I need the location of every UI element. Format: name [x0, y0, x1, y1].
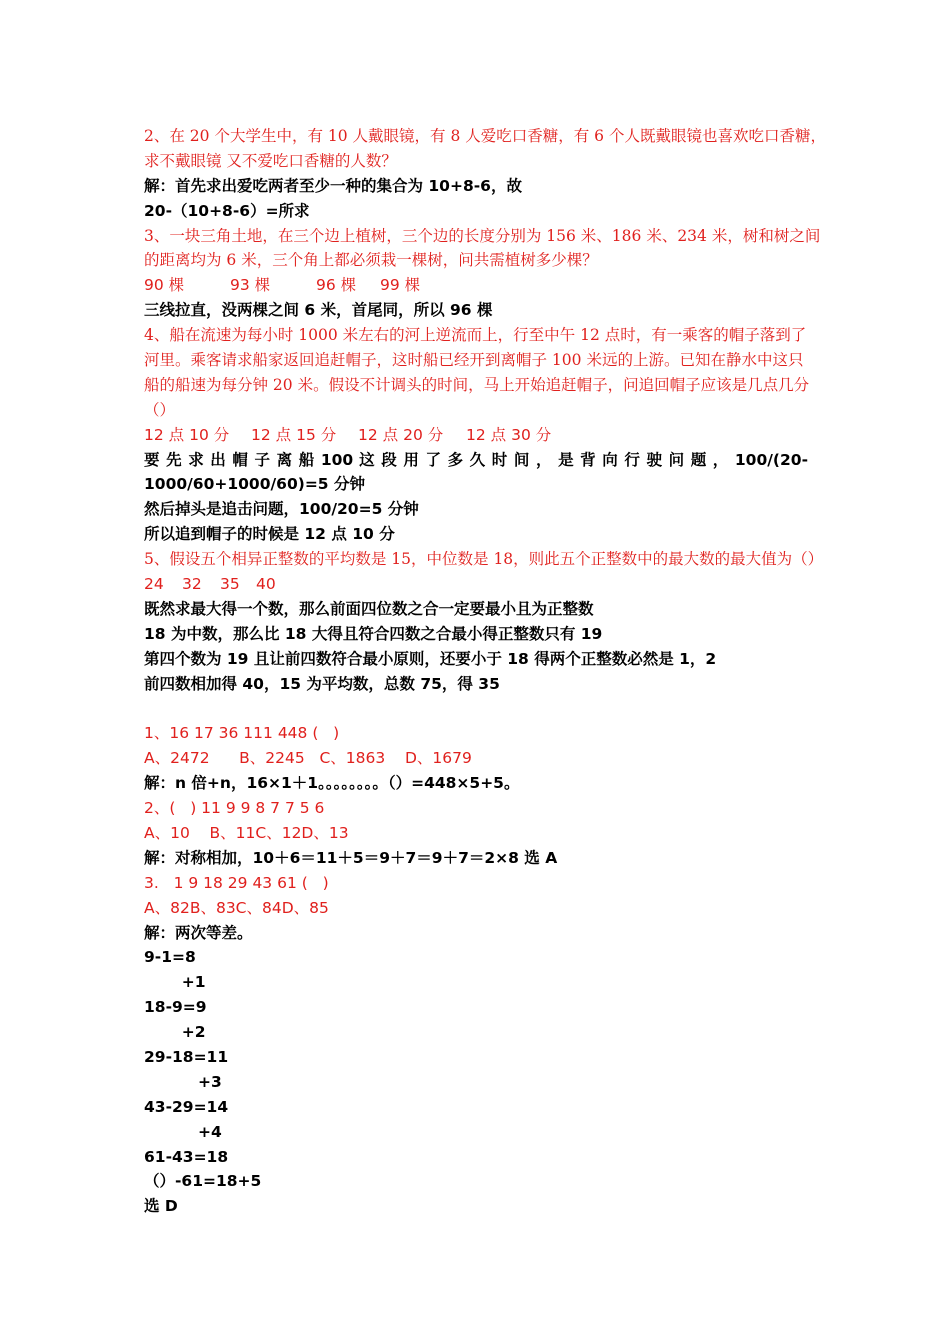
- s3-step: （）-61=18+5: [144, 1172, 262, 1191]
- q2-solution-line-2: 20-（10+8-6）=所求: [144, 201, 310, 220]
- q2-solution-line-1: 解：首先求出爱吃两者至少一种的集合为 10+8-6，故: [144, 176, 522, 195]
- document-page: [144, 124, 826, 1219]
- q3-option-b: 93 棵: [230, 276, 271, 295]
- s3-step: 18-9=9: [144, 998, 207, 1017]
- q3-question-line-2: 的距离均为 6 米，三个角上都必须栽一棵树，问共需植树多少棵？: [144, 251, 598, 270]
- q4-option-b: 12 点 15 分: [251, 425, 337, 444]
- q4-option-c: 12 点 20 分: [358, 425, 444, 444]
- s3-step: +1: [144, 973, 206, 992]
- q4-solution-line-1: 要 先 求 出 帽 子 离 船 100 这 段 用 了 多 久 时 间 ， 是 背 向 行 驶 问 题 ， 100/(20-: [144, 450, 808, 469]
- s3-options: A、82B、83C、84D、85: [144, 898, 329, 917]
- q4-solution-line-3: 然后掉头是追击问题，100/20=5 分钟: [144, 500, 419, 519]
- q5-solution-line-1: 既然求最大得一个数，那么前面四位数之合一定要最小且为正整数: [144, 599, 594, 618]
- q4-solution-line-2: 1000/60+1000/60)=5 分钟: [144, 475, 365, 494]
- q5-solution-line-3: 第四个数为 19 且让前四数符合最小原则，还要小于 18 得两个正整数必然是 1，2: [144, 649, 717, 668]
- s3-step: 9-1=8: [144, 948, 196, 967]
- section-spacer: [144, 696, 808, 721]
- s3-solution-intro: 解：两次等差。: [144, 923, 253, 942]
- q3-option-a: 90 棵: [144, 276, 185, 295]
- q5-option-c: 35: [220, 575, 240, 594]
- q5-solution-line-2: 18 为中数，那么比 18 大得且符合四数之合最小得正整数只有 19: [144, 624, 603, 643]
- q4-solution-line-4: 所以追到帽子的时候是 12 点 10 分: [144, 525, 395, 544]
- s3-step: +2: [144, 1023, 206, 1042]
- q5-option-d: 40: [256, 575, 276, 594]
- s2-options: A、10 B、11C、12D、13: [144, 823, 349, 842]
- q3-option-d: 99 棵: [380, 276, 421, 295]
- q5-options: [144, 572, 808, 597]
- q4-question-line-2: 河里。乘客请求船家返回追赶帽子，这时船已经开到离帽子 100 米远的上游。已知在静水中这只: [144, 351, 804, 370]
- q4-option-d: 12 点 30 分: [466, 425, 552, 444]
- q5-question: 5、假设五个相异正整数的平均数是 15，中位数是 18，则此五个正整数中的最大数的最大值为（）: [144, 550, 824, 569]
- s3-step: 61-43=18: [144, 1147, 229, 1166]
- q4-question-line-3: 船的船速为每分钟 20 米。假设不计调头的时间，马上开始追赶帽子，问追回帽子应该是几点几分: [144, 375, 810, 394]
- s1-options: A、2472 B、2245 C、1863 D、1679: [144, 749, 472, 768]
- q3-question-line-1: 3、一块三角土地，在三个边上植树，三个边的长度分别为 156 米、186 米、234 米，树和树之间: [144, 226, 821, 245]
- s3-step: 29-18=11: [144, 1047, 229, 1066]
- s3-step: 43-29=14: [144, 1097, 229, 1116]
- q2-question-line-2: 求不戴眼镜 又不爱吃口香糖的人数？: [144, 151, 397, 170]
- s1-solution: 解：n 倍+n，16×1＋1。。。。。。。。（）=448×5+5。: [144, 774, 520, 793]
- q3-options: [144, 273, 808, 298]
- s3-answer: 选 D: [144, 1197, 178, 1216]
- q5-solution-line-4: 前四数相加得 40，15 为平均数，总数 75，得 35: [144, 674, 500, 693]
- s2-question: 2、( ) 11 9 9 8 7 7 5 6: [144, 799, 325, 818]
- q3-option-c: 96 棵: [316, 276, 357, 295]
- s1-question: 1、16 17 36 111 448 ( ): [144, 724, 340, 743]
- q5-option-b: 32: [182, 575, 202, 594]
- q4-question-line-1: 4、船在流速为每小时 1000 米左右的河上逆流而上，行至中午 12 点时，有一乘客的帽子落到了: [144, 326, 807, 345]
- s3-step: +4: [144, 1122, 222, 1141]
- q4-option-a: 12 点 10 分: [144, 425, 230, 444]
- s3-step: +3: [144, 1072, 222, 1091]
- q4-options: [144, 423, 808, 448]
- q2-question-line-1: 2、在 20 个大学生中，有 10 人戴眼镜，有 8 人爱吃口香糖，有 6 个人既戴眼镜也喜欢吃口香糖，: [144, 127, 826, 145]
- q5-option-a: 24: [144, 575, 164, 594]
- q4-question-line-4: （）: [144, 400, 176, 419]
- q3-solution: 三线拉直，没两棵之间 6 米，首尾同，所以 96 棵: [144, 301, 493, 320]
- s3-question: 3. 1 9 18 29 43 61 ( ): [144, 873, 329, 892]
- s2-solution: 解：对称相加，10＋6＝11＋5＝9＋7＝9＋7＝2×8 选 A: [144, 848, 558, 867]
